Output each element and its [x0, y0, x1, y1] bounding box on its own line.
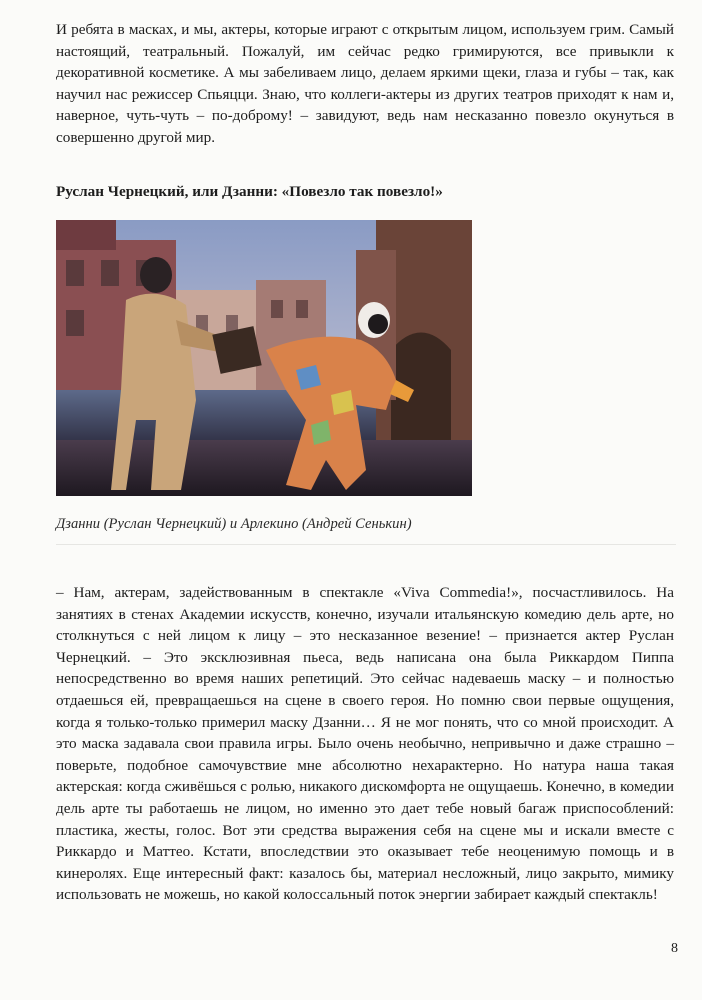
stage-photo [56, 220, 472, 496]
photo-caption: Дзанни (Руслан Чернецкий) и Арлекино (Андрей Сенькин) [56, 516, 412, 532]
stage-photo-illustration [56, 220, 472, 496]
section-heading: Руслан Чернецкий, или Дзанни: «Повезло так повезло!» [56, 183, 443, 200]
caption-divider [56, 544, 676, 545]
page-number: 8 [671, 941, 678, 956]
article-paragraph-1: И ребята в масках, и мы, актеры, которые играют с открытым лицом, используем грим. Самый настоящий, театральный. Пожалуй, им сейчас редко гримируются, все привыкли к декоративной косметике. А мы забеливаем лицо, делаем яркими щеки, глаза и губы – так, как научил нас режиссер Спьяцци. Знаю, что коллеги-актеры из других театров приходят к нам и, наверное, чуть-чуть – по-доброму! – завидуют, ведь нам несказанно повезло окунуться в совершенно другой мир. [56, 21, 674, 146]
article-paragraph-2: – Нам, актерам, задействованным в спектакле «Viva Commedia!», посчастливилось. На занятиях в стенах Академии искусств, конечно, изучали итальянскую комедию дель арте, но столкнуться с ней лицом к лицу – это несказанное везение! – признается актер Руслан Чернецкий. – Это эксклюзивная пьеса, ведь написана она была Риккардом Пиппа непосредственно во время наших репетиций. Это сейчас надеваешь маску – и полностью отдаешься ей, превращаешься на сцене в своего героя. Но помню свои первые ощущения, когда я только-только примерил маску Дзанни… Я не мог понять, что со мной происходит. А это маска задавала свои правила игры. Было очень необычно, непривычно и даже страшно – поверьте, подобное самочувствие мне абсолютно нехарактерно. Но натура наша такая актерская: когда сживёшься с ролью, никакого дискомфорта не ощущаешь. Конечно, в комедии дель арте ты работаешь не лицом, но именно это дает тебе новый багаж приспособлений: пластика, жесты, голос. Вот эти средства выражения себя на сцене мы и искали вместе с Риккардо и Маттео. Кстати, впоследствии это оказывает тебе неоценимую помощь и в кинеролях. Еще интересный факт: казалось бы, материал несложный, лицо закрыто, мимику использовать не можешь, но какой колоссальный поток энергии забирает каждый спектакль! [56, 584, 674, 904]
